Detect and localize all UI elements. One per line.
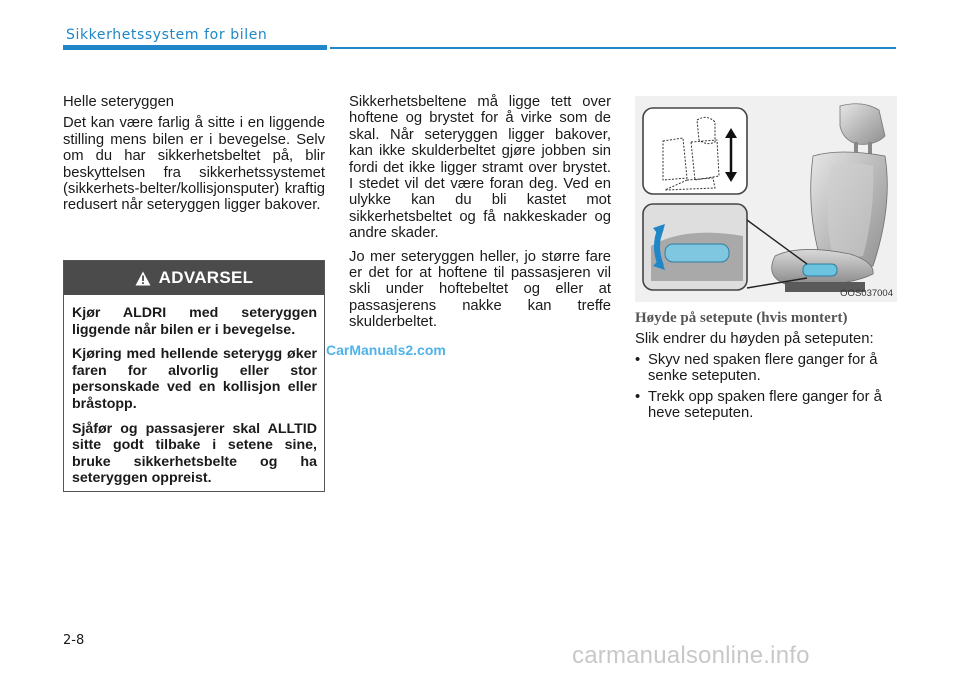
footer-watermark: carmanualsonline.info	[572, 642, 810, 669]
list-item	[635, 352, 897, 385]
column-middle	[349, 94, 611, 338]
step-text: Skyv ned spaken flere ganger for å senke seteputen.	[648, 352, 878, 385]
recline-paragraph: Det kan være farlig å sitte i en liggende stilling mens bilen er i bevegelse. Selv om du har sikkerhetsbeltet på, blir beskyttelsen fra sikkerhetssystemet (sikkerhets-belter/kollisjonsputer) kraftig redusert når seteryggen ligger bakover.	[63, 115, 325, 214]
warning-triangle-icon	[135, 271, 151, 286]
figure-code: OOS037004	[840, 288, 893, 299]
header-rule-thin	[330, 47, 896, 49]
warning-item: Kjøring med hellende seterygg øker faren for alvorlig eller stor personskade ved en kollisjon eller bråstopp.	[72, 346, 317, 412]
section-heading-recline: Helle seteryggen	[63, 94, 175, 110]
header-rule-thick	[63, 45, 327, 50]
seat-height-steps	[635, 352, 897, 426]
column-right	[635, 96, 897, 422]
warning-item: Kjør ALDRI med seteryggen liggende når bilen er i bevegelse.	[72, 305, 317, 338]
warning-body	[64, 295, 324, 487]
warning-title: ADVARSEL	[158, 268, 254, 287]
list-item	[635, 389, 897, 422]
warning-header	[64, 261, 324, 295]
belt-paragraph: Sikkerhetsbeltene må ligge tett over hoftene og brystet for å virke som de skal. Når seteryggen ligger bakover, kan ikke skulderbeltet gjøre jobben sin fordi det ikke ligger stramt over brystet. I stedet vil det være foran deg. Ved en ulykke kan du bli kastet mot sikkerhetsbeltet og få nakkeskader og andre skader.	[349, 94, 611, 242]
step-text: Trekk opp spaken flere ganger for å heve seteputen.	[648, 388, 882, 422]
column-left	[63, 94, 325, 221]
warning-item: Sjåfør og passasjerer skal ALLTID sitte godt tilbake i setene sine, bruke sikkerhetsbelte og ha seteryggen oppreist.	[72, 420, 317, 487]
watermark-carmanuals2: CarManuals2.com	[326, 342, 446, 358]
warning-box	[63, 260, 325, 492]
page-number: 2-8	[63, 633, 85, 648]
belt-paragraph: Jo mer seteryggen heller, jo større fare er det for at hoftene til passasjeren vil skli under hoftebeltet og eller at passasjerens nakke kan treffe skulderbeltet.	[349, 248, 611, 331]
seat-height-heading: Høyde på setepute (hvis montert)	[635, 310, 848, 326]
bullet-dot-icon: •	[635, 388, 641, 405]
section-title: Sikkerhetssystem for bilen	[66, 27, 268, 43]
seat-height-intro: Slik endrer du høyden på seteputen:	[635, 331, 874, 347]
bullet-dot-icon: •	[635, 352, 641, 368]
